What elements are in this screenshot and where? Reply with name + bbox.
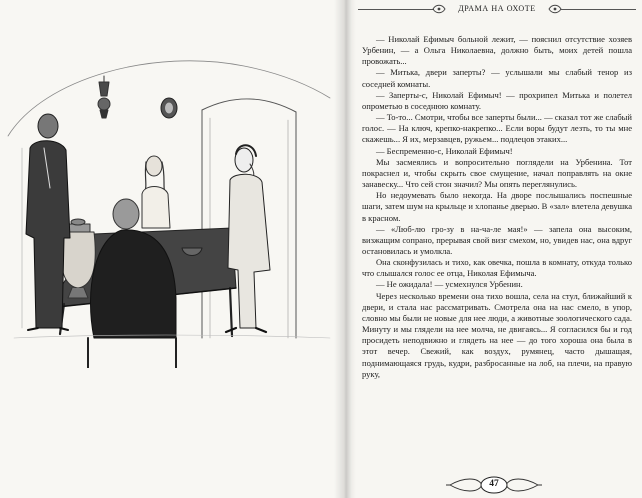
paragraph: Мы засмеялись и вопросительно поглядели на Урбенина. Тот покраснел и, чтобы скрыть свое смущение, начал поправлять на окне занавеску... Что сей стон значил? Мы опять переглянулись.	[362, 156, 632, 190]
right-page	[352, 0, 642, 498]
paragraph: Она сконфузилась и тихо, как овечка, пошла в комнату, откуда только что слышался голос ее отца, Николая Ефимыча.	[362, 257, 632, 279]
header-rule-left	[358, 9, 434, 10]
paragraph: — «Люб-лю гро-зу в на-ча-ле мая!» — запела она высоким, визжащим сопрано, прерывая свой визг смехом, но, увидев нас, она вдруг остановилась и умолкла.	[362, 223, 632, 256]
header-rule-right	[560, 9, 636, 10]
paragraph: — Беспременно-с, Николай Ефимыч!	[376, 145, 513, 156]
standing-man-right	[226, 145, 270, 332]
running-head-title: ДРАМА НА ОХОТЕ	[458, 4, 536, 13]
pencil-illustration	[4, 38, 336, 368]
paragraph: — Не ожидала! — усмехнулся Урбенин.	[376, 279, 523, 290]
running-head	[358, 2, 636, 18]
girl-figure	[142, 156, 170, 228]
paragraph: — Заперты-с, Николай Ефимыч! — прохрипел Митька и полетел опрометью в соседнюю комнату.	[362, 89, 632, 111]
page-number: 47	[489, 479, 499, 489]
wall-sconce	[98, 76, 110, 118]
wall-portrait	[161, 98, 177, 118]
header-ornament-left-icon	[432, 3, 446, 15]
paragraph: Но недоумевать было некогда. На дворе послышались поспешные шаги, затем шум на крыльце и хлопанье дверью. В «зал» влетела девушка в красном.	[362, 190, 632, 223]
paragraph: — Митька, двери заперты? — услышали мы слабый тенор из соседней комнаты.	[362, 67, 632, 89]
body-text	[362, 34, 632, 380]
paragraph: — То-то... Смотри, чтобы все заперты были... — сказал тот же слабый голос. — На ключ, крепко-накрепко... Если воры будут лезть, то ты мне скажешь... Я их, мерзавцев, ружьем... подлецов этаких...	[362, 112, 632, 145]
paragraph: — Николай Ефимыч больной лежит, — пояснил отсутствие хозяев Урбенин, — а Ольга Николаевна, должно быть, моих детей пошла провожать...	[362, 34, 632, 67]
paragraph: Через несколько времени она тихо вошла, села на стул, ближайший к двери, и стала нас рассматривать. Смотрела она на нас смело, в упор, словно мы были не новые для нее люди, а животные зоологического сада. Минуту и мы глядели на нее молча, не двигаясь... Я согласился бы и год просидеть неподвижно и глядеть на нее — до того хороша она была в этот вечер. Свежий, как воздух, румянец, часто дышащая, поднимающаяся грудь, кудри, разбросанные на лоб, на плечи, на правую руку,	[362, 290, 632, 379]
page-number-footer	[444, 476, 544, 494]
